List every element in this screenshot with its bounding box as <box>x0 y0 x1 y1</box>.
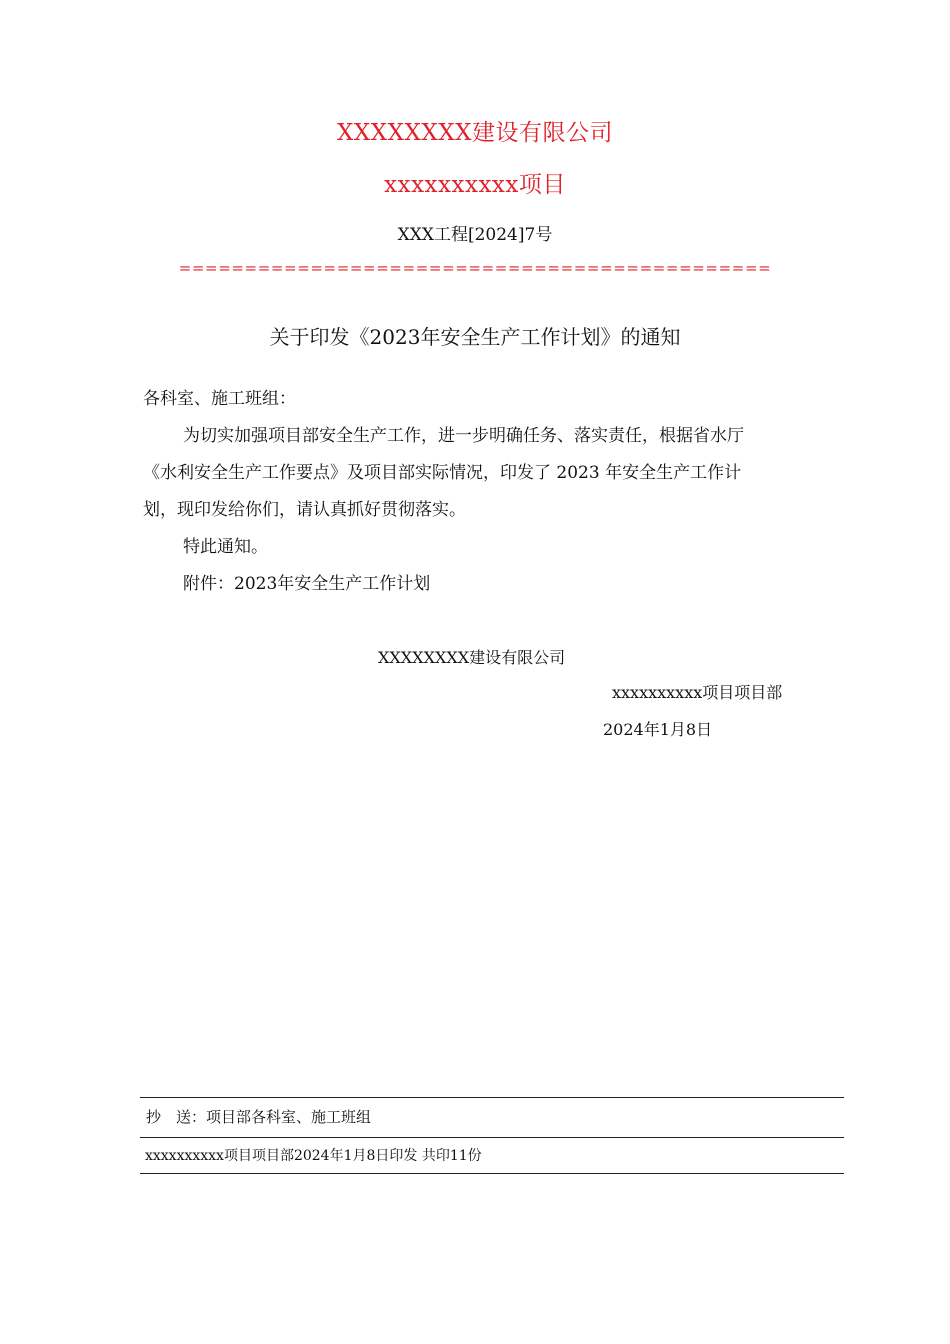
footer-rule-top <box>140 1097 844 1098</box>
footer-rule-middle <box>140 1137 844 1138</box>
document-number: XXX工程[2024]7号 <box>397 225 553 245</box>
red-separator-line: ============================================= <box>178 259 772 277</box>
project-title: xxxxxxxxxx项目 <box>384 172 566 198</box>
company-title: XXXXXXXX建设有限公司 <box>337 120 613 146</box>
cc-recipients: 抄 送：项目部各科室、施工班组 <box>146 1108 372 1126</box>
attachment-note: 附件：2023年安全生产工作计划 <box>183 574 431 594</box>
body-paragraph-line: 划，现印发给你们，请认真抓好贯彻落实。 <box>143 500 466 520</box>
salutation: 各科室、施工班组： <box>143 389 296 409</box>
signature-department: xxxxxxxxxx项目项目部 <box>612 683 783 702</box>
signature-company: XXXXXXXX建设有限公司 <box>378 648 566 667</box>
notice-title: 关于印发《2023年安全生产工作计划》的通知 <box>269 325 681 349</box>
print-info: xxxxxxxxxx项目项目部2024年1月8日印发 共印11份 <box>145 1148 482 1164</box>
body-paragraph-line: 为切实加强项目部安全生产工作，进一步明确任务、落实责任，根据省水厅 <box>183 426 744 446</box>
footer-rule-bottom <box>140 1173 844 1174</box>
closing-remark: 特此通知。 <box>183 537 268 557</box>
signature-date: 2024年1月8日 <box>603 720 713 739</box>
body-paragraph-line: 《水利安全生产工作要点》及项目部实际情况，印发了 2023 年安全生产工作计 <box>143 463 742 483</box>
